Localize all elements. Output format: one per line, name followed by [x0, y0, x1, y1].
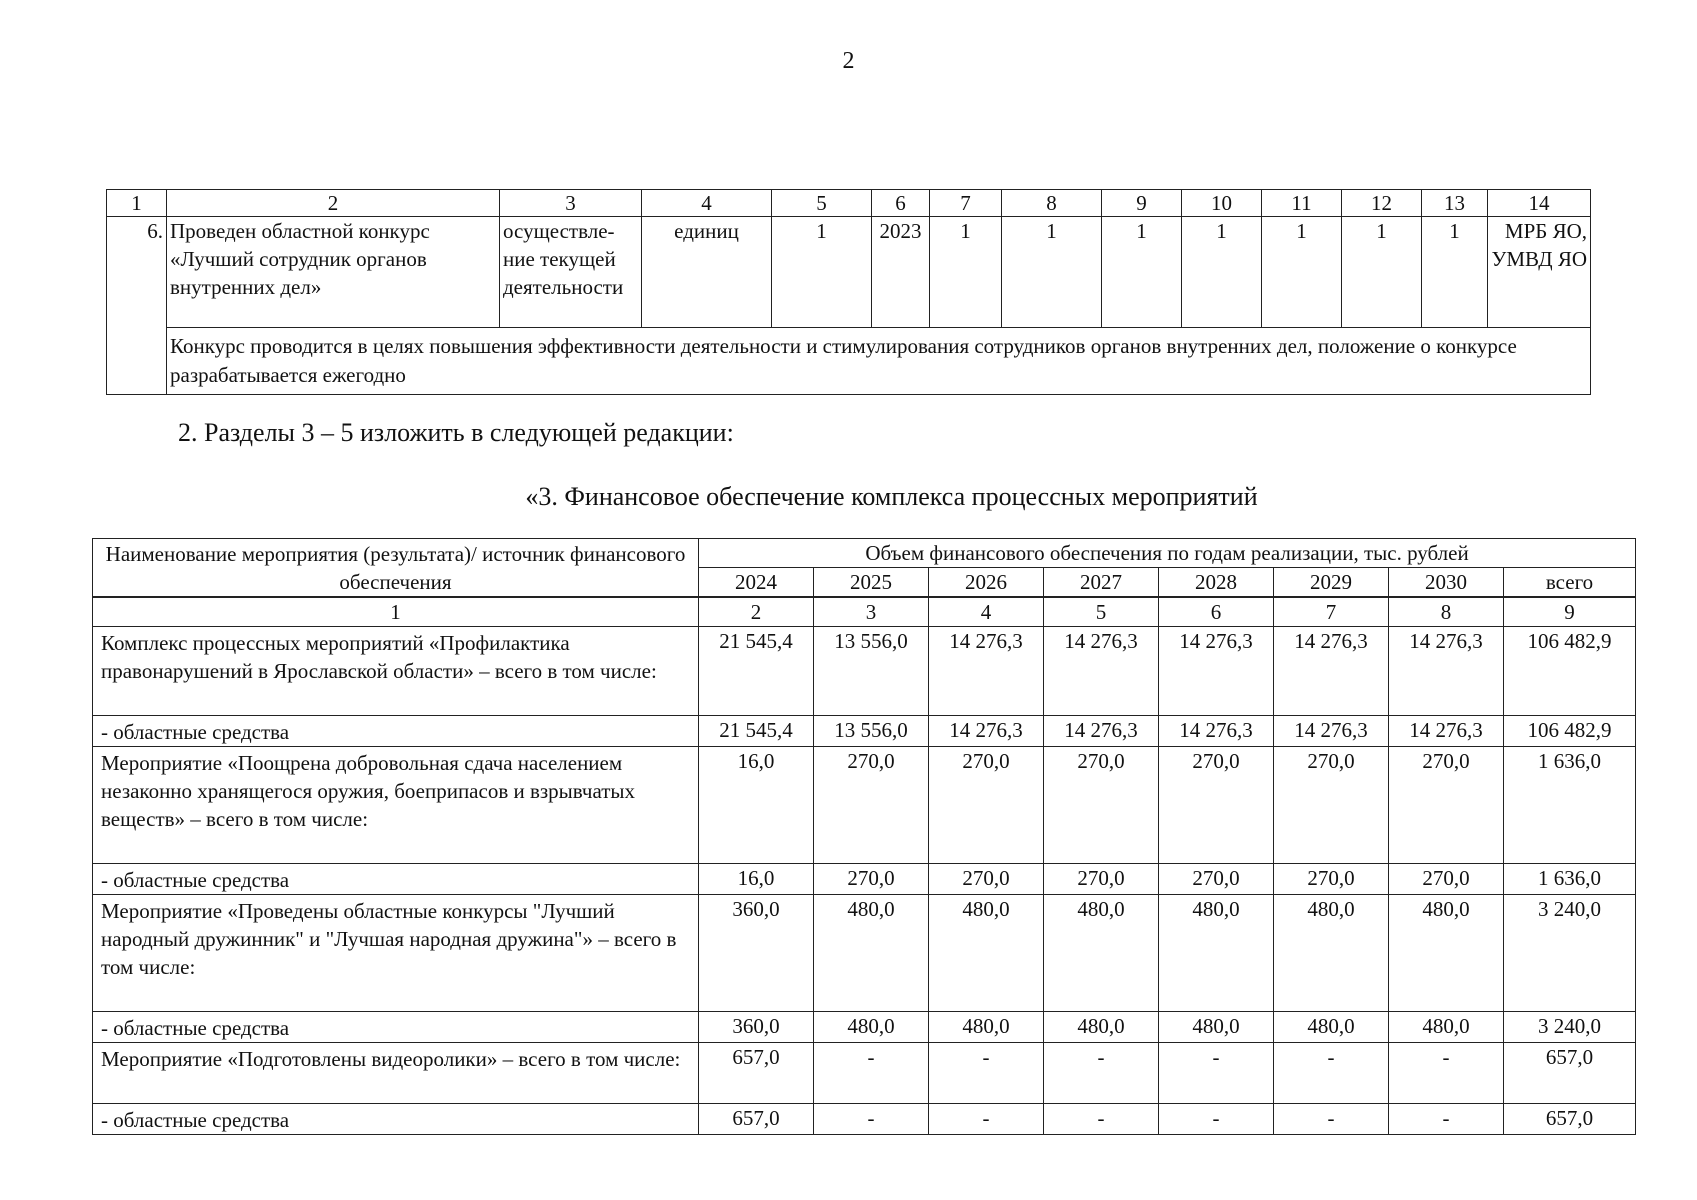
header-row [93, 539, 1636, 568]
year-value: 480,0 [1159, 895, 1274, 1012]
year-value: 270,0 [1389, 864, 1504, 895]
year-value: - [1274, 1104, 1389, 1135]
instruction-paragraph: 2. Разделы 3 – 5 изложить в следующей редакции: [178, 418, 734, 447]
column-number: 13 [1422, 190, 1488, 217]
year-value: 480,0 [814, 895, 929, 1012]
column-number: 10 [1182, 190, 1262, 217]
name-header: Наименование мероприятия (результата)/ источник финансового обеспечения [93, 539, 699, 598]
year-value: 21 545,4 [699, 716, 814, 747]
year-value: 13 556,0 [814, 627, 929, 716]
year-value: - [814, 1043, 929, 1104]
row-name: Мероприятие «Подготовлены видеоролики» – всего в том числе: [93, 1043, 699, 1104]
year-value: 480,0 [1389, 1012, 1504, 1043]
table-row [93, 716, 1636, 747]
result-name: Проведен областной конкурс «Лучший сотрудник органов внутренних дел» [167, 217, 500, 328]
year-value: 360,0 [699, 1012, 814, 1043]
year-value: - [1389, 1043, 1504, 1104]
financing-rows [93, 627, 1636, 1135]
column-number: 5 [1044, 597, 1159, 627]
column-number: 2 [167, 190, 500, 217]
year-value: 480,0 [1044, 1012, 1159, 1043]
year-value: - [1389, 1104, 1504, 1135]
column-number: 1 [93, 597, 699, 627]
column-number: 14 [1488, 190, 1591, 217]
page-number: 2 [842, 48, 855, 74]
year-value: 480,0 [929, 895, 1044, 1012]
table-row [93, 747, 1636, 864]
year-value: 21 545,4 [699, 627, 814, 716]
table-row [93, 1012, 1636, 1043]
row-name: - областные средства [93, 716, 699, 747]
year-value: 270,0 [1044, 747, 1159, 864]
base-year: 2023 [872, 217, 930, 328]
column-number: 3 [500, 190, 642, 217]
year-value: 14 276,3 [929, 627, 1044, 716]
year-value: 480,0 [1044, 895, 1159, 1012]
year-value: 1 [1342, 217, 1422, 328]
total-value: 3 240,0 [1504, 1012, 1636, 1043]
year-value: 360,0 [699, 895, 814, 1012]
row-name: - областные средства [93, 864, 699, 895]
table-row [93, 1104, 1636, 1135]
note-row [107, 328, 1591, 395]
year-value: 270,0 [814, 747, 929, 864]
total-value: 1 636,0 [1504, 864, 1636, 895]
year-value: 480,0 [929, 1012, 1044, 1043]
table-row [93, 1043, 1636, 1104]
year-header: 2028 [1159, 568, 1274, 598]
column-number: 6 [872, 190, 930, 217]
row-name: Мероприятие «Поощрена добровольная сдача населением незаконно хранящегося оружия, боеприпасов и взрывчатых веществ» – всего в том числе: [93, 747, 699, 864]
year-value: 270,0 [1159, 747, 1274, 864]
year-value: - [1274, 1043, 1389, 1104]
total-value: 3 240,0 [1504, 895, 1636, 1012]
total-header: всего [1504, 568, 1636, 598]
year-value: 270,0 [1159, 864, 1274, 895]
year-value: 1 [1002, 217, 1102, 328]
year-value: 480,0 [1159, 1012, 1274, 1043]
column-number-row [93, 597, 1636, 627]
year-value: 270,0 [929, 747, 1044, 864]
column-number: 12 [1342, 190, 1422, 217]
financing-table [92, 538, 1636, 1135]
year-value: - [814, 1104, 929, 1135]
total-value: 106 482,9 [1504, 627, 1636, 716]
column-number: 4 [642, 190, 772, 217]
section-heading: «3. Финансовое обеспечение комплекса процессных мероприятий [525, 482, 1258, 511]
year-value: 16,0 [699, 747, 814, 864]
year-value: 14 276,3 [1274, 627, 1389, 716]
year-value: 480,0 [1274, 895, 1389, 1012]
year-value: - [929, 1043, 1044, 1104]
year-value: 16,0 [699, 864, 814, 895]
year-value: 270,0 [1274, 747, 1389, 864]
column-number: 9 [1504, 597, 1636, 627]
total-value: 1 636,0 [1504, 747, 1636, 864]
column-number: 5 [772, 190, 872, 217]
year-value: 270,0 [1389, 747, 1504, 864]
column-number: 7 [1274, 597, 1389, 627]
row-name: - областные средства [93, 1104, 699, 1135]
year-value: 1 [1182, 217, 1262, 328]
year-value: 270,0 [1044, 864, 1159, 895]
year-value: 14 276,3 [1044, 627, 1159, 716]
year-value: 480,0 [1274, 1012, 1389, 1043]
year-value: 1 [1262, 217, 1342, 328]
year-value: 1 [1422, 217, 1488, 328]
year-header: 2026 [929, 568, 1044, 598]
year-value: 14 276,3 [1389, 716, 1504, 747]
column-number: 9 [1102, 190, 1182, 217]
table-row [93, 627, 1636, 716]
table-row [107, 217, 1591, 328]
row-number: 6. [107, 217, 167, 395]
unit: единиц [642, 217, 772, 328]
column-number: 3 [814, 597, 929, 627]
funding-source: осуществле-ние текущей деятельности [500, 217, 642, 328]
row-name: Мероприятие «Проведены областные конкурсы "Лучший народный дружинник" и "Лучшая народная дружина"» – всего в том числе: [93, 895, 699, 1012]
year-header: 2030 [1389, 568, 1504, 598]
year-value: 657,0 [699, 1104, 814, 1135]
column-number: 8 [1389, 597, 1504, 627]
year-value: - [1159, 1043, 1274, 1104]
year-value: 1 [930, 217, 1002, 328]
year-value: 270,0 [929, 864, 1044, 895]
column-number: 11 [1262, 190, 1342, 217]
volume-header: Объем финансового обеспечения по годам реализации, тыс. рублей [699, 539, 1636, 568]
year-value: 14 276,3 [1389, 627, 1504, 716]
indicators-table [106, 189, 1591, 395]
year-value: - [1159, 1104, 1274, 1135]
year-value: 480,0 [814, 1012, 929, 1043]
year-header: 2027 [1044, 568, 1159, 598]
note-text: Конкурс проводится в целях повышения эффективности деятельности и стимулирования сотрудников органов внутренних дел, положение о конкурсе разрабатывается ежегодно [167, 328, 1591, 395]
year-value: 14 276,3 [1159, 716, 1274, 747]
year-value: 14 276,3 [1044, 716, 1159, 747]
base-value: 1 [772, 217, 872, 328]
year-value: 270,0 [814, 864, 929, 895]
total-value: 657,0 [1504, 1104, 1636, 1135]
year-header: 2029 [1274, 568, 1389, 598]
column-number-row [107, 190, 1591, 217]
responsible: МРБ ЯО, УМВД ЯО [1488, 217, 1591, 328]
year-value: 14 276,3 [1274, 716, 1389, 747]
year-value: 1 [1102, 217, 1182, 328]
year-value: 14 276,3 [929, 716, 1044, 747]
table-row [93, 895, 1636, 1012]
column-number: 8 [1002, 190, 1102, 217]
column-number: 1 [107, 190, 167, 217]
year-value: 480,0 [1389, 895, 1504, 1012]
column-number: 7 [930, 190, 1002, 217]
year-value: - [929, 1104, 1044, 1135]
year-value: 13 556,0 [814, 716, 929, 747]
table-row [93, 864, 1636, 895]
column-number: 6 [1159, 597, 1274, 627]
year-header: 2024 [699, 568, 814, 598]
total-value: 106 482,9 [1504, 716, 1636, 747]
year-value: 657,0 [699, 1043, 814, 1104]
row-name: Комплекс процессных мероприятий «Профилактика правонарушений в Ярославской области» – всего в том числе: [93, 627, 699, 716]
year-header: 2025 [814, 568, 929, 598]
year-value: 14 276,3 [1159, 627, 1274, 716]
total-value: 657,0 [1504, 1043, 1636, 1104]
year-value: - [1044, 1104, 1159, 1135]
column-number: 4 [929, 597, 1044, 627]
year-value: - [1044, 1043, 1159, 1104]
row-name: - областные средства [93, 1012, 699, 1043]
column-number: 2 [699, 597, 814, 627]
year-value: 270,0 [1274, 864, 1389, 895]
